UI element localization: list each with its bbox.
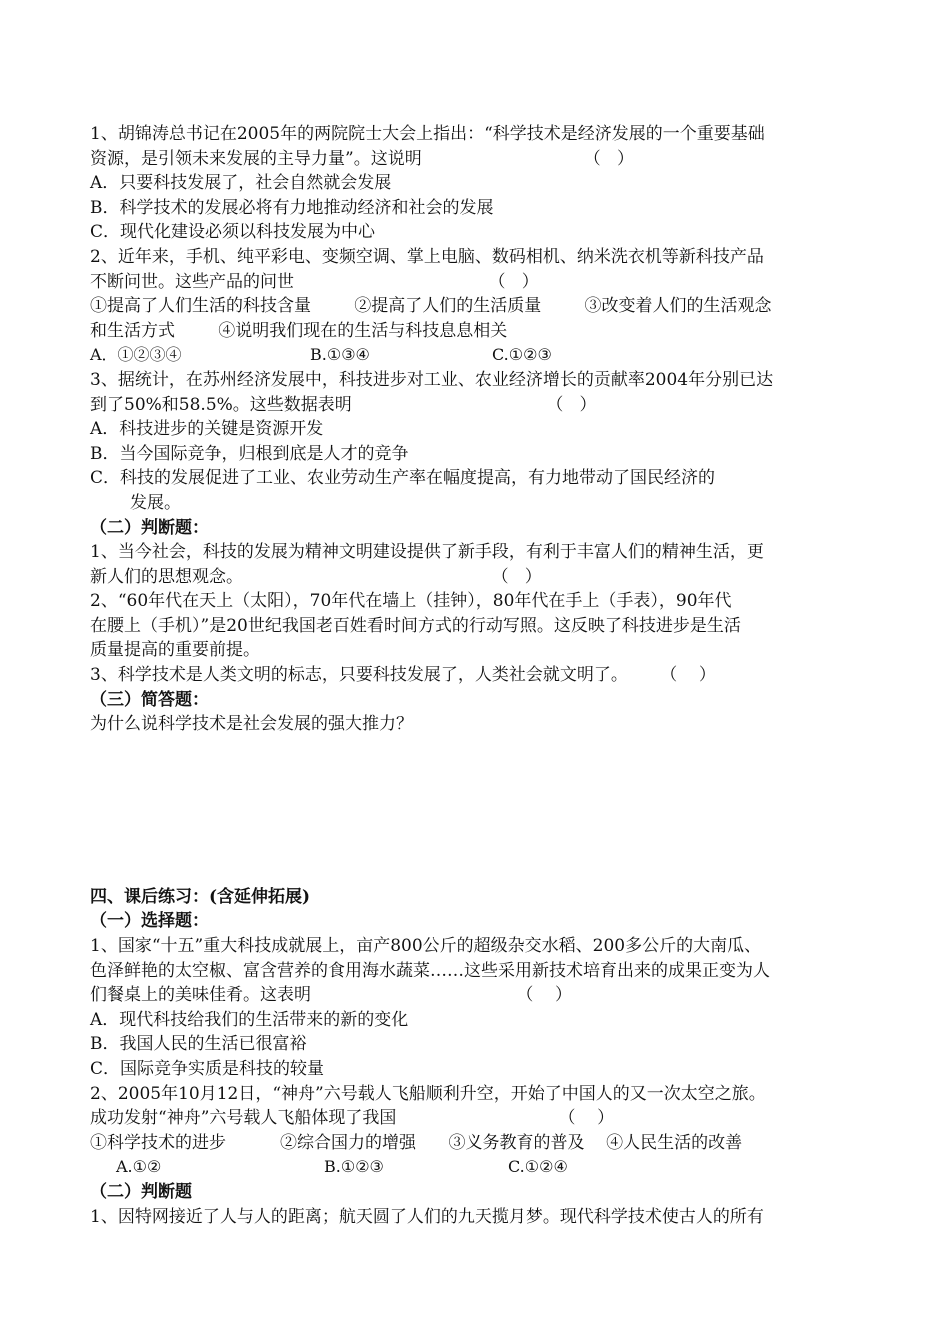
question-1-option-a: A．只要科技发展了，社会自然就会发展 — [90, 173, 392, 194]
after-class-choice-title: （一）选择题： — [90, 911, 209, 932]
after-class-judgement-title: （二）判断题 — [90, 1181, 192, 1202]
question-3-option-c-cont: 发展。 — [130, 492, 181, 513]
after-question-2-option-c: C.①②④ — [508, 1157, 568, 1177]
question-3-option-c: C．科技的发展促进了工业、农业劳动生产率在幅度提高，有力地带动了国民经济的 — [90, 468, 716, 489]
question-2-statements-cont: 和生活方式 ④说明我们现在的生活与科技息息相关 — [90, 320, 508, 341]
question-1-text-cont: 资源，是引领未来发展的主导力量”。这说明 （ ） — [90, 148, 635, 169]
answer-space — [90, 737, 870, 885]
question-2-statements: ①提高了人们生活的科技含量 ②提高了人们的生活质量 ③改变着人们的生活观念 — [90, 296, 772, 317]
question-2-option-a: A．①②③④ — [90, 345, 182, 365]
after-question-1-text-end: 们餐桌上的美味佳肴。这表明 （ ） — [90, 985, 572, 1006]
after-question-1-option-c: C．国际竞争实质是科技的较量 — [90, 1059, 325, 1079]
judgement-2-text-end: 质量提高的重要前提。 — [90, 640, 260, 661]
question-1-text: 1、胡锦涛总书记在2005年的两院院士大会上指出：“科学技术是经济发展的一个重要基础 — [90, 124, 765, 144]
question-2-options — [90, 343, 870, 368]
question-1-option-b: B．科学技术的发展必将有力地推动经济和社会的发展 — [90, 197, 494, 218]
after-question-1-option-a: A．现代科技给我们的生活带来的新的变化 — [90, 1009, 409, 1030]
judgement-1-text: 1、当今社会，科技的发展为精神文明建设提供了新手段，有利于丰富人们的精神生活，更 — [90, 542, 764, 563]
after-question-1-text: 1、国家“十五”重大科技成就展上，亩产800公斤的超级杂交水稻、200多公斤的大南瓜、 — [90, 936, 762, 957]
after-question-1-text-cont: 色泽鲜艳的太空椒、富含营养的食用海水蔬菜……这些采用新技术培育出来的成果正变为人 — [90, 960, 770, 981]
question-2-text-cont: 不断问世。这些产品的问世 （ ） — [90, 271, 539, 292]
after-question-2-option-b: B.①②③ — [324, 1157, 384, 1177]
after-class-section-title: 四、课后练习：(含延伸拓展) — [90, 886, 311, 907]
after-question-2-option-a: A.①② — [116, 1157, 162, 1177]
judgement-section-title: （二）判断题： — [90, 517, 209, 538]
short-answer-section-title: （三）简答题： — [90, 689, 209, 710]
question-3-text-cont: 到了50%和58.5%。这些数据表明 （ ） — [90, 394, 597, 415]
after-question-2-options — [90, 1155, 870, 1180]
after-question-2-text-cont: 成功发射“神舟”六号载人飞船体现了我国 （ ） — [90, 1108, 615, 1129]
judgement-2-text-cont: 在腰上（手机）”是20世纪我国老百姓看时间方式的行动写照。这反映了科技进步是生活 — [90, 615, 741, 636]
question-2-option-c: C.①②③ — [492, 345, 552, 365]
judgement-3-text: 3、科学技术是人类文明的标志，只要科技发展了，人类社会就文明了。 （ ） — [90, 665, 716, 686]
after-question-2-text: 2、2005年10月12日，“神舟”六号载人飞船顺利升空，开始了中国人的又一次太空之旅。 — [90, 1083, 766, 1104]
question-1-option-c: C．现代化建设必须以科技发展为中心 — [90, 222, 376, 243]
question-3-option-a: A．科技进步的关键是资源开发 — [90, 419, 324, 440]
question-2-option-b: B.①③④ — [310, 345, 370, 365]
question-3-option-b: B．当今国际竞争，归根到底是人才的竞争 — [90, 443, 409, 464]
after-question-2-statements: ①科学技术的进步 ②综合国力的增强 ③义务教育的普及 ④人民生活的改善 — [90, 1132, 743, 1153]
after-question-1-option-b: B．我国人民的生活已很富裕 — [90, 1034, 307, 1055]
judgement-1-text-cont: 新人们的思想观念。 （ ） — [90, 566, 542, 587]
after-judgement-1-text: 1、因特网接近了人与人的距离；航天圆了人们的九天揽月梦。现代科学技术使古人的所有 — [90, 1206, 764, 1227]
question-2-text: 2、近年来，手机、纯平彩电、变频空调、掌上电脑、数码相机、纳米洗衣机等新科技产品 — [90, 246, 764, 267]
document-content — [90, 122, 870, 1229]
judgement-2-text: 2、“60年代在天上（太阳），70年代在墙上（挂钟），80年代在手上（手表），90年代 — [90, 591, 732, 612]
question-3-text: 3、据统计，在苏州经济发展中，科技进步对工业、农业经济增长的贡献率2004年分别已达 — [90, 369, 774, 390]
short-answer-question: 为什么说科学技术是社会发展的强大推力？ — [90, 714, 413, 735]
